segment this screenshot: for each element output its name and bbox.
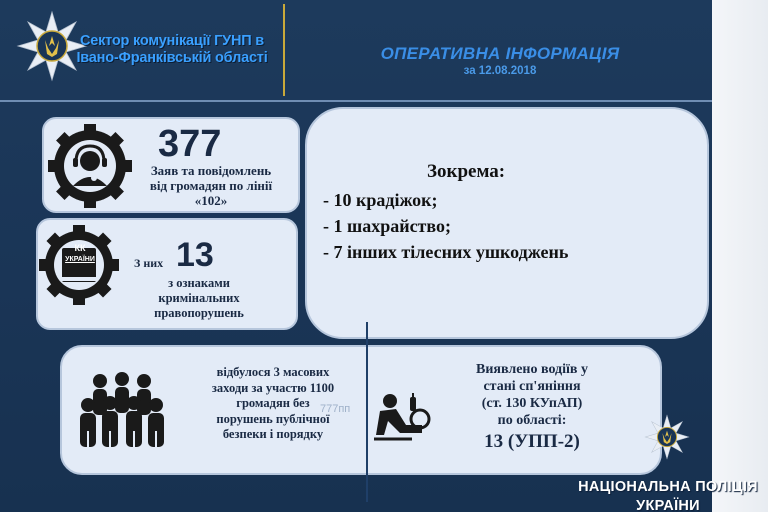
list-item: - 10 крадіжок; (323, 190, 438, 210)
footer-police-title (568, 478, 768, 512)
drivers-line4: по області: (497, 413, 567, 428)
events-line4: порушень публічної (216, 411, 330, 426)
crowd-icon (76, 371, 168, 455)
header-separator (0, 100, 712, 102)
book-label (58, 242, 102, 266)
drivers-description (442, 361, 622, 455)
events-line2: заходи за участю 1100 (211, 380, 335, 395)
watermark: 777пп (320, 403, 351, 415)
footer-line1: НАЦІОНАЛЬНА ПОЛІЦІЯ (578, 479, 758, 495)
events-line1: відбулося 3 масових (216, 365, 330, 379)
crimes-description (114, 276, 284, 321)
events-drivers-card (60, 345, 662, 475)
list-item: - 1 шахрайство; (323, 216, 451, 236)
list-item: - 7 інших тілесних ушкоджень (323, 242, 569, 262)
calls-count: 377 (158, 123, 222, 165)
details-card (305, 107, 709, 339)
book-label-line2: УКРАЇНИ (65, 256, 95, 263)
calls-card (42, 117, 300, 213)
crimes-line1: з ознаками (168, 276, 230, 290)
calls-description (126, 163, 296, 208)
right-strip (712, 0, 768, 512)
header-divider (283, 4, 285, 96)
crimes-line2: кримінальних (158, 291, 240, 305)
book-label-line1: КК (74, 243, 86, 253)
sector-title (60, 33, 284, 67)
events-line3: громадян без (236, 396, 310, 410)
section-divider (366, 322, 368, 502)
drivers-line1: Виявлено водіїв у (476, 362, 588, 377)
crimes-card (36, 218, 298, 330)
drunk-driver-icon (372, 391, 434, 445)
drivers-line2: стані сп'яніння (483, 379, 581, 394)
details-list (323, 187, 568, 265)
crimes-count: 13 (176, 236, 214, 274)
crimes-prefix: З них (134, 256, 164, 270)
calls-line3: «102» (194, 193, 228, 208)
calls-line1: Заяв та повідомлень (150, 163, 272, 178)
details-title: Зокрема: (427, 161, 506, 182)
sector-title-line2: Івано-Франківській області (76, 50, 268, 66)
operator-headset-icon (48, 124, 132, 208)
drivers-count: 13 (УПП-2) (484, 431, 580, 452)
report-date: за 12.08.2018 (463, 65, 537, 77)
drivers-line3: (ст. 130 КУпАП) (481, 396, 583, 411)
sector-title-line1: Сектор комунікації ГУНП в (79, 33, 264, 49)
page-title: ОПЕРАТИВНА ІНФОРМАЦІЯ (380, 44, 620, 63)
police-emblem-icon (644, 414, 690, 460)
crimes-line3: правопорушень (154, 306, 244, 320)
events-line5: безпеки і порядку (222, 427, 324, 441)
calls-line2: від громадян по лінії (149, 178, 273, 193)
footer-line2: УКРАЇНИ (636, 498, 700, 512)
header (0, 0, 712, 100)
